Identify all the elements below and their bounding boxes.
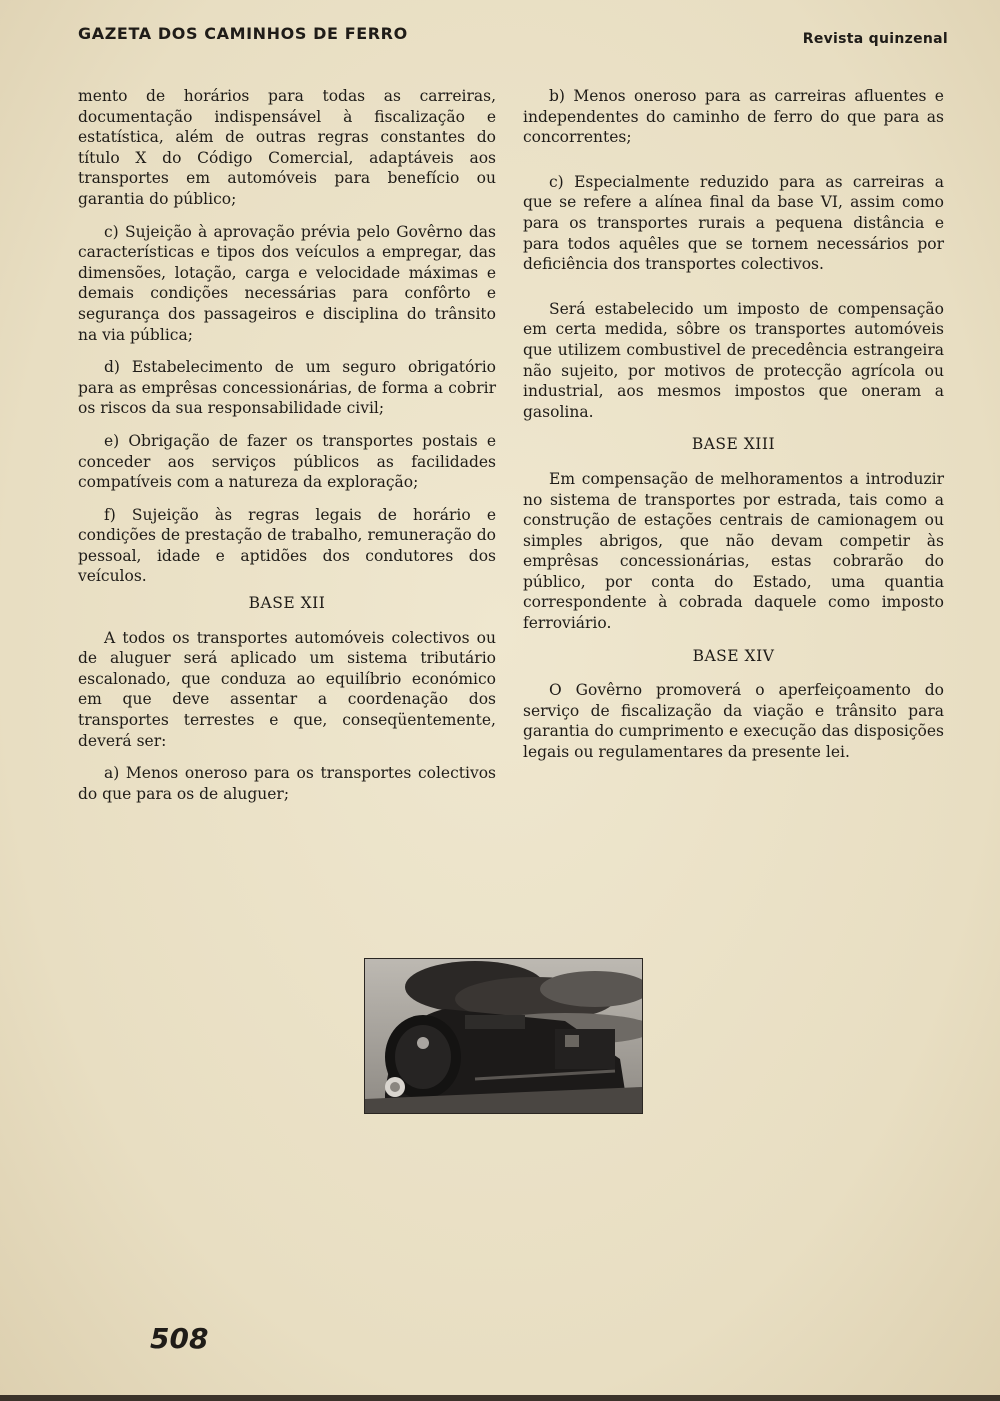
paragraph: Será estabelecido um imposto de compensação em certa medida, sôbre os transportes automóveis que utilizem combustivel de precedência estrangeira não sujeito, por motivos de protecção agrícola ou industrial, aos mesmos impostos que oneram a gasolina. xyxy=(523,299,944,421)
section-heading-base-xiii: BASE XIII xyxy=(691,435,776,454)
page-number: 508 xyxy=(150,1322,209,1355)
locomotive-illustration xyxy=(365,959,642,1113)
paragraph: c) Sujeição à aprovação prévia pelo Govêrno das características e tipos dos veículos a empregar, das dimensões, lotação, carga e velocidade máximas e demais condições necessárias para confôrto e segurança dos passageiros e disciplina do trânsito na via pública; xyxy=(78,222,496,344)
paragraph: a) Menos oneroso para os transportes colectivos do que para os de aluguer; xyxy=(78,764,496,803)
paragraph: f) Sujeição às regras legais de horário e condições de prestação de trabalho, remuneração do pessoal, idade e aptidões dos condutores dos veículos. xyxy=(78,505,496,586)
paragraph: b) Menos oneroso para as carreiras afluentes e independentes do caminho de ferro do que para as concorrentes; xyxy=(523,87,944,147)
paragraph: d) Estabelecimento de um seguro obrigatório para as emprêsas concessionárias, de forma a cobrir os riscos da sua responsabilidade civil; xyxy=(78,358,496,418)
page-bottom-edge xyxy=(0,1395,1000,1401)
left-column xyxy=(78,86,496,816)
section-heading-base-xii: BASE XII xyxy=(248,594,326,613)
paragraph: O Govêrno promoverá o aperfeiçoamento do serviço de fiscalização da viação e trânsito para garantia do cumprimento e execução das disposições legais ou regulamentares da presente lei. xyxy=(523,681,944,762)
paragraph: mento de horários para todas as carreiras, documentação indispensável à fiscalização e estatística, além de outras regras constantes do título X do Código Comercial, adaptáveis aos transportes em automóveis para benefício ou garantia do público; xyxy=(78,87,496,208)
paragraph: Em compensação de melhoramentos a introduzir no sistema de transportes por estrada, tais como a construção de estações centrais de camionagem ou simples abrigos, que não devam competir às emprêsas concessionárias, estas cobrarão do público, por conta do Estado, uma quantia correspondente à cobrada daquele como imposto ferroviário. xyxy=(523,469,944,633)
journal-subtitle: Revista quinzenal xyxy=(802,31,948,47)
paragraph: c) Especialmente reduzido para as carreiras a que se refere a alínea final da base VI, assim como para os transportes rurais a pequena distância e para todos aquêles que se tornem necessários por deficiência dos transportes colectivos. xyxy=(523,172,944,274)
paragraph: A todos os transportes automóveis colectivos ou de aluguer será aplicado um sistema tributário escalonado, que conduza ao equilíbrio económico em que deve assentar a coordenação dos transportes terrestes e que, conseqüentemente, deverá ser: xyxy=(78,628,496,750)
paragraph: e) Obrigação de fazer os transportes postais e conceder aos serviços públicos as facilidades compatíveis com a natureza da exploração; xyxy=(78,431,496,492)
locomotive-photo xyxy=(364,958,643,1114)
journal-title: GAZETA DOS CAMINHOS DE FERRO xyxy=(78,24,408,43)
section-heading-base-xiv: BASE XIV xyxy=(692,646,775,665)
right-column xyxy=(523,86,944,775)
